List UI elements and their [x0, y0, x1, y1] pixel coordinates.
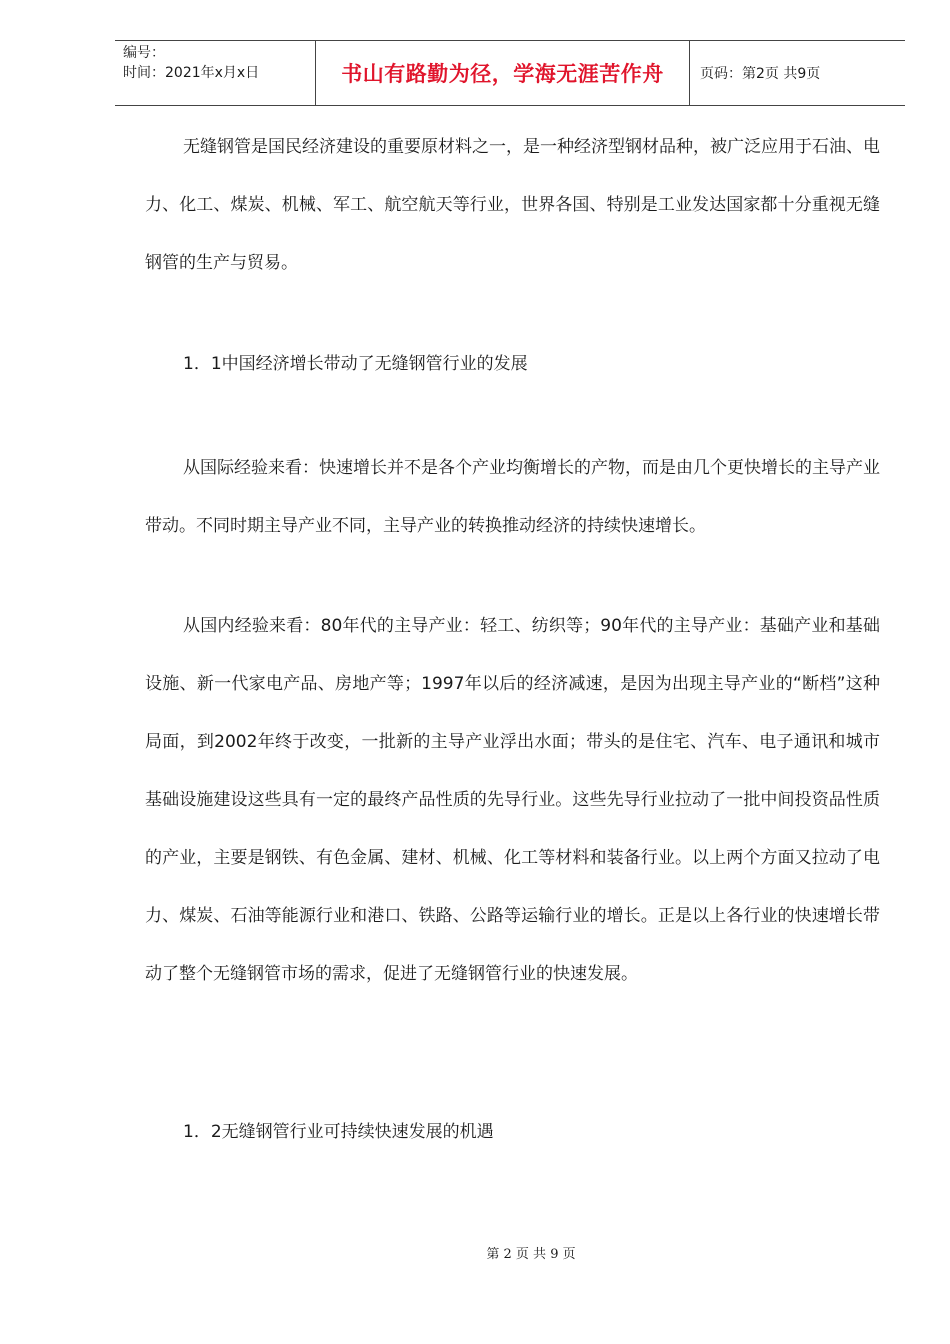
- footer-page-number: 第 2 页 共 9 页: [486, 1247, 576, 1262]
- section-heading-1-1: 1．1中国经济增长带动了无缝钢管行业的发展: [183, 354, 528, 374]
- page-footer: [0, 1243, 950, 1262]
- header-page-cell: [690, 41, 905, 105]
- paragraph-domestic-experience: 从国内经验来看：80年代的主导产业：轻工、纺织等；90年代的主导产业：基础产业和基础设施、新一代家电产品、房地产等；1997年以后的经济减速，是因为出现主导产业的“断档”这种局面，到2002年终于改变，一批新的主导产业浮出水面；带头的是住宅、汽车、电子通讯和城市基础设施建设这些具有一定的最终产品性质的先导行业。这些先导行业拉动了一批中间投资品性质的产业，主要是钢铁、有色金属、建材、机械、化工等材料和装备行业。以上两个方面又拉动了电力、煤炭、石油等能源行业和港口、铁路、公路等运输行业的增长。正是以上各行业的快速增长带动了整个无缝钢管市场的需求，促进了无缝钢管行业的快速发展。: [145, 616, 880, 984]
- header-meta-cell: [115, 41, 316, 105]
- motto-text: 书山有路勤为径，学海无涯苦作舟: [341, 62, 664, 86]
- header-page-label: 页码：第2页 共9页: [700, 66, 821, 82]
- document-number-label: 编号：: [123, 45, 165, 61]
- paragraph-international-experience: 从国际经验来看：快速增长并不是各个产业均衡增长的产物，而是由几个更快增长的主导产业带动。不同时期主导产业不同，主导产业的转换推动经济的持续快速增长。: [145, 458, 880, 536]
- document-header: [115, 40, 905, 106]
- paragraph-intro: 无缝钢管是国民经济建设的重要原材料之一，是一种经济型钢材品种，被广泛应用于石油、电力、化工、煤炭、机械、军工、航空航天等行业，世界各国、特别是工业发达国家都十分重视无缝钢管的生产与贸易。: [145, 137, 880, 273]
- section-heading-1-2: 1．2无缝钢管行业可持续快速发展的机遇: [183, 1122, 494, 1142]
- document-time-label: 时间：2021年x月x日: [123, 65, 260, 81]
- header-motto-cell: [316, 41, 690, 105]
